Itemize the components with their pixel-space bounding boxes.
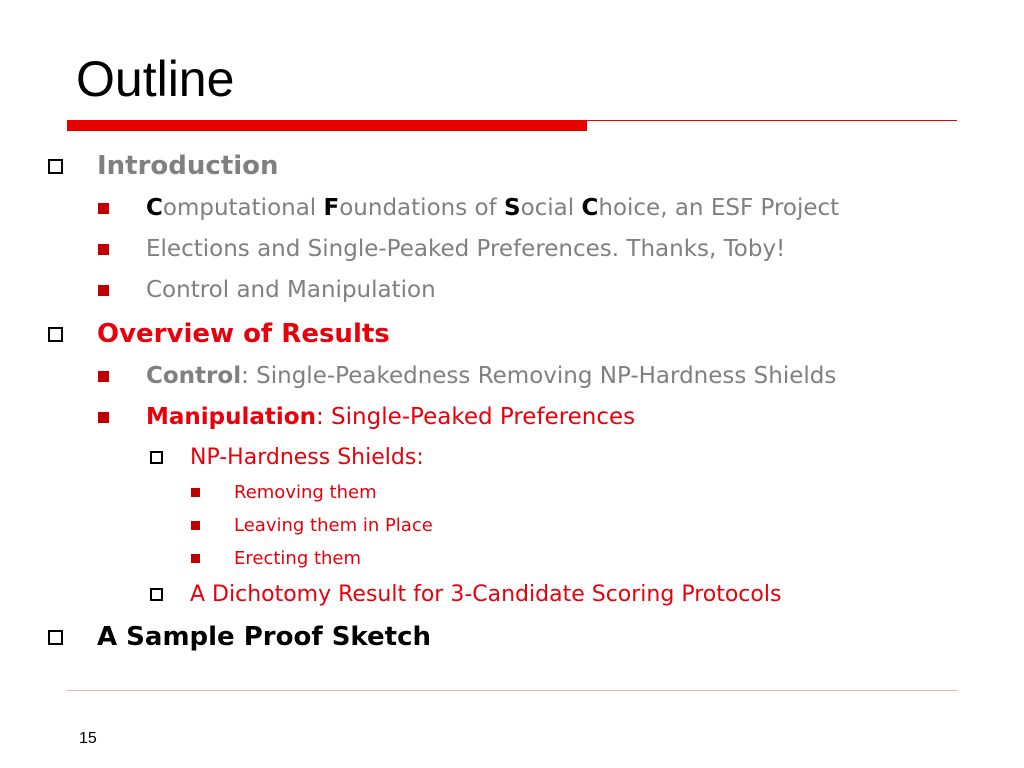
outline-item-removing — [191, 480, 377, 504]
item-label — [146, 363, 836, 389]
outline-item-cfsc — [98, 193, 839, 223]
filled-square-bullet-icon — [191, 521, 200, 530]
filled-square-bullet-icon — [98, 371, 109, 382]
acronym-letter: C — [146, 195, 163, 221]
title-underline-thin — [587, 120, 957, 121]
hollow-square-bullet-icon — [48, 630, 63, 645]
outline-item-manipulation — [98, 402, 635, 432]
filled-square-bullet-icon — [191, 488, 200, 497]
item-label: Elections and Single-Peaked Preferences. Thanks, Toby! — [146, 236, 786, 262]
item-label — [146, 195, 839, 221]
outline-item-control — [98, 361, 836, 391]
outline-item-leaving — [191, 513, 433, 537]
item-keyword: Control — [146, 363, 242, 389]
item-label: Removing them — [234, 481, 377, 503]
item-label: NP-Hardness Shields: — [190, 444, 424, 470]
item-keyword: Manipulation — [146, 404, 316, 430]
acronym-letter: S — [504, 195, 521, 221]
item-label: Leaving them in Place — [234, 514, 433, 536]
acronym-word: hoice, an ESF Project — [598, 195, 840, 221]
outline-item-np-hardness-shields — [150, 443, 424, 471]
outline-item-overview — [48, 318, 390, 350]
item-label — [146, 404, 635, 430]
filled-square-bullet-icon — [98, 203, 109, 214]
page-number: 15 — [79, 730, 97, 747]
item-label: Erecting them — [234, 547, 362, 569]
item-label: A Sample Proof Sketch — [97, 622, 432, 652]
filled-square-bullet-icon — [98, 412, 109, 423]
hollow-square-bullet-icon — [150, 451, 163, 464]
acronym-letter: F — [323, 195, 340, 221]
item-label: Overview of Results — [97, 319, 390, 349]
item-label: A Dichotomy Result for 3-Candidate Scoring Protocols — [190, 581, 782, 607]
acronym-word: oundations of — [339, 195, 504, 221]
item-rest: : Single-Peakedness Removing NP-Hardness Shields — [241, 363, 837, 389]
acronym-word: omputational — [162, 195, 324, 221]
hollow-square-bullet-icon — [48, 327, 63, 342]
outline-item-introduction — [48, 150, 279, 182]
outline-item-dichotomy — [150, 580, 781, 608]
outline-item-erecting — [191, 546, 361, 570]
item-label: Introduction — [97, 151, 279, 181]
acronym-word: ocial — [520, 195, 582, 221]
title-underline-thick — [67, 120, 587, 131]
slide-title: Outline — [76, 51, 235, 107]
outline-item-control-manipulation — [98, 275, 436, 305]
outline-item-elections — [98, 234, 785, 264]
filled-square-bullet-icon — [191, 554, 200, 563]
filled-square-bullet-icon — [98, 285, 109, 296]
outline-item-sample-proof — [48, 621, 431, 653]
item-label: Control and Manipulation — [146, 277, 436, 303]
footer-divider — [67, 690, 957, 691]
acronym-letter: C — [581, 195, 599, 221]
filled-square-bullet-icon — [98, 244, 109, 255]
item-rest: : Single-Peaked Preferences — [315, 404, 636, 430]
hollow-square-bullet-icon — [150, 588, 163, 601]
hollow-square-bullet-icon — [48, 159, 63, 174]
